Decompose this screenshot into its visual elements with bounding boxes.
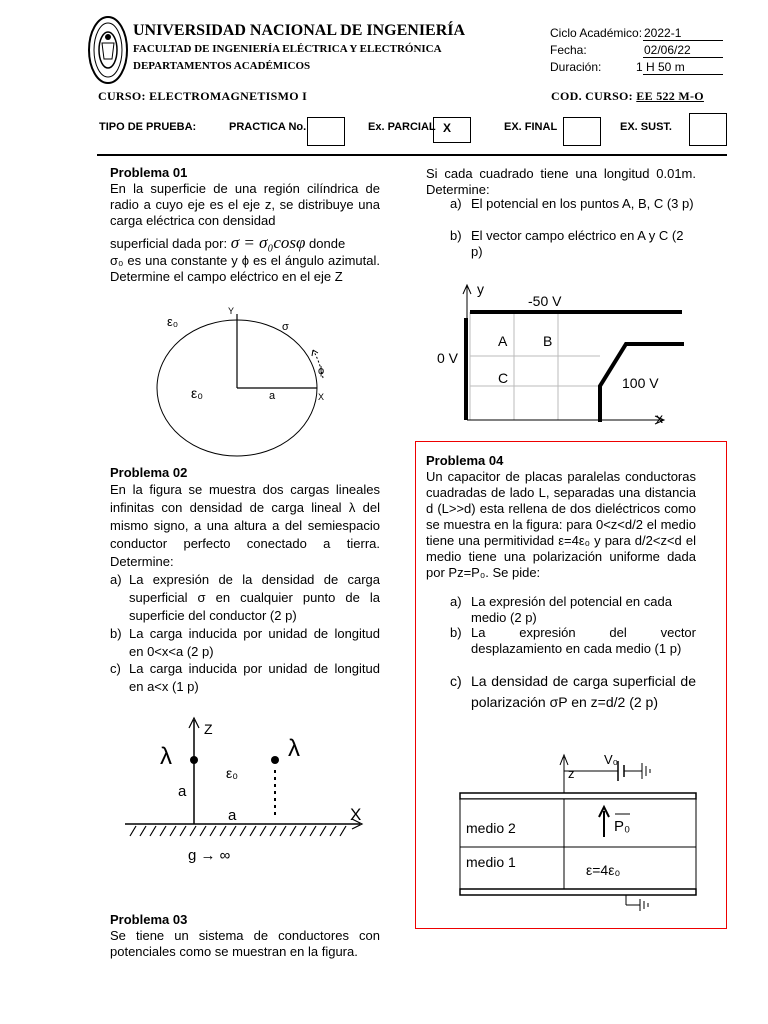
p4-z-label: z [568,766,575,781]
p3-y-label: y [477,281,484,297]
p3-cont: Si cada cuadrado tiene una longitud 0.01m. Determine: [426,166,696,197]
p1-line2a: superficial dada por: [110,236,228,251]
p3-point-c: C [498,370,509,386]
p2-figure [120,712,380,867]
p3-item-a-marker: a) [450,196,462,211]
sust-box[interactable] [689,113,727,146]
p1-x-label: X [318,392,325,402]
p4-medio2-label: medio 2 [466,820,516,836]
p3-item-b-text: El vector campo eléctrico en A y C (2 p) [471,228,684,259]
course-name: CURSO: ELECTROMAGNETISMO I [98,89,308,103]
header-rule [97,154,727,156]
p1-eps-in: ε₀ [191,385,204,401]
partial-label: Ex. PARCIAL [368,121,436,133]
final-box[interactable] [563,117,601,146]
p2-g-label: g → ∞ [188,847,231,864]
p2-eps-label: ε₀ [226,765,239,781]
p4-p0-label: P₀ [614,818,631,835]
p4-item-b-marker: b) [450,625,462,640]
p2-item-c [110,660,380,696]
date-label: Fecha: [550,43,587,57]
p4-item-a-text: La expresión del potencial en cada medio (2 p) [471,594,672,625]
course-code [551,89,704,104]
cycle-label: Ciclo Académico: [550,26,643,40]
p2-item-b-marker: b) [110,626,122,641]
p3-x-label: x [656,410,663,426]
p2-item-c-text: La carga inducida por unidad de longitud en a<x (1 p) [129,661,380,694]
p4-figure [458,745,698,920]
p2-z-label: Z [204,721,213,737]
p4-item-c [450,671,696,713]
p2-item-a-marker: a) [110,572,122,587]
p2-item-b [110,625,380,661]
p1-text-3: σ₀ es una constante y ϕ es el ángulo azimutal. Determine el campo eléctrico en el eje Z [110,253,380,284]
p1-figure [155,300,355,460]
p2-item-a [110,571,380,625]
practice-label: PRACTICA No. [229,121,307,133]
p4-item-c-marker: c) [450,673,462,689]
departments-name: DEPARTAMENTOS ACADÉMICOS [133,60,311,72]
practice-box[interactable] [307,117,345,146]
p2-item-c-marker: c) [110,661,121,676]
faculty-name: FACULTAD DE INGENIERÍA ELÉCTRICA Y ELECTRÓNICA [133,43,442,55]
p3-right-potential: 100 V [622,375,659,391]
final-label: EX. FINAL [504,121,558,133]
duration-value: 1 H 50 m [636,60,685,74]
p1-text-1: En la superficie de una región cilíndrica de radio a cuyo eje es el eje z, se distribuye una carga eléctrica con densidad [110,181,380,228]
university-name: UNIVERSIDAD NACIONAL DE INGENIERÍA [133,22,466,39]
p2-item-a-text: La expresión de la densidad de carga superficial σ en cualquier punto de la superficie del conductor (2 p) [129,572,380,623]
p4-title: Problema 04 [426,453,504,468]
test-type-label: TIPO DE PRUEBA: [99,121,197,133]
p3-figure [430,280,710,430]
p2-a-vertical: a [178,783,187,800]
p3-title: Problema 03 [110,912,188,927]
p4-item-c-text: La densidad de carga superficial de polarización σP en z=d/2 (2 p) [471,673,696,710]
p4-item-a-marker: a) [450,594,462,609]
p3-text: Se tiene un sistema de conductores con potenciales como se muestran en la figura. [110,928,380,959]
sust-label: EX. SUST. [620,121,672,133]
p2-item-b-text: La carga inducida por unidad de longitud en 0<x<a (2 p) [129,626,380,659]
p1-formula: σ = σ₀cosφ [230,233,306,252]
p3-top-potential: -50 V [528,293,562,309]
p2-lambda-left: λ [160,743,172,770]
date-value: 02/06/22 [644,43,691,57]
p4-item-a [450,594,696,626]
p2-a-horizontal: a [228,807,237,824]
p1-a-label: a [269,390,276,402]
p3-point-b: B [543,333,553,349]
partial-box[interactable] [433,117,471,143]
partial-mark: X [443,121,452,135]
p1-phi-label: ϕ [318,365,325,377]
p2-text: En la figura se muestra dos cargas lineales infinitas con densidad de carga lineal λ del mismo signo, a una altura a del semiespacio conductor perfecto conectado a tierra. Determine: [110,482,380,569]
p4-item-b [450,625,696,657]
p4-eps-label: ε=4ε₀ [586,862,621,878]
p3-item-b [450,228,696,260]
p2-title: Problema 02 [110,465,188,480]
p4-item-b-text: La expresión del vector desplazamiento en cada medio (1 p) [471,625,696,656]
course-code-value: EE 522 M-O [636,89,704,103]
p3-point-a: A [498,333,508,349]
duration-label: Duración: [550,60,602,74]
p1-eps-out: ε₀ [167,314,179,329]
p2-lambda-right: λ [288,735,300,762]
p1-y-label: Y [228,306,235,316]
university-seal [88,15,128,85]
p4-v0-label: V₀ [604,752,619,767]
p1-text-2 [110,233,380,254]
p4-text: Un capacitor de placas paralelas conductoras cuadradas de lado L, separadas una distancia d (L>>d) esta rellena de dos dieléctricos como se muestra en la figura: para 0<z<d/2 el medio tiene una permitividad ε=4ε₀ y para d/2<z<d el medio tiene una polarización uniforme dada por Pz=P₀. Se pide: [426,469,696,580]
p3-left-potential: 0 V [437,350,459,366]
p1-sigma: σ [282,321,289,333]
p2-x-label: X [350,805,362,824]
course-code-label: COD. CURSO: [551,89,633,103]
p1-title: Problema 01 [110,165,188,180]
p3-item-a [450,196,696,212]
p4-medio1-label: medio 1 [466,854,516,870]
p3-item-a-text: El potencial en los puntos A, B, C (3 p) [471,196,694,211]
cycle-value: 2022-1 [644,26,682,40]
p1-line2b: donde [309,236,346,251]
p3-item-b-marker: b) [450,228,462,243]
